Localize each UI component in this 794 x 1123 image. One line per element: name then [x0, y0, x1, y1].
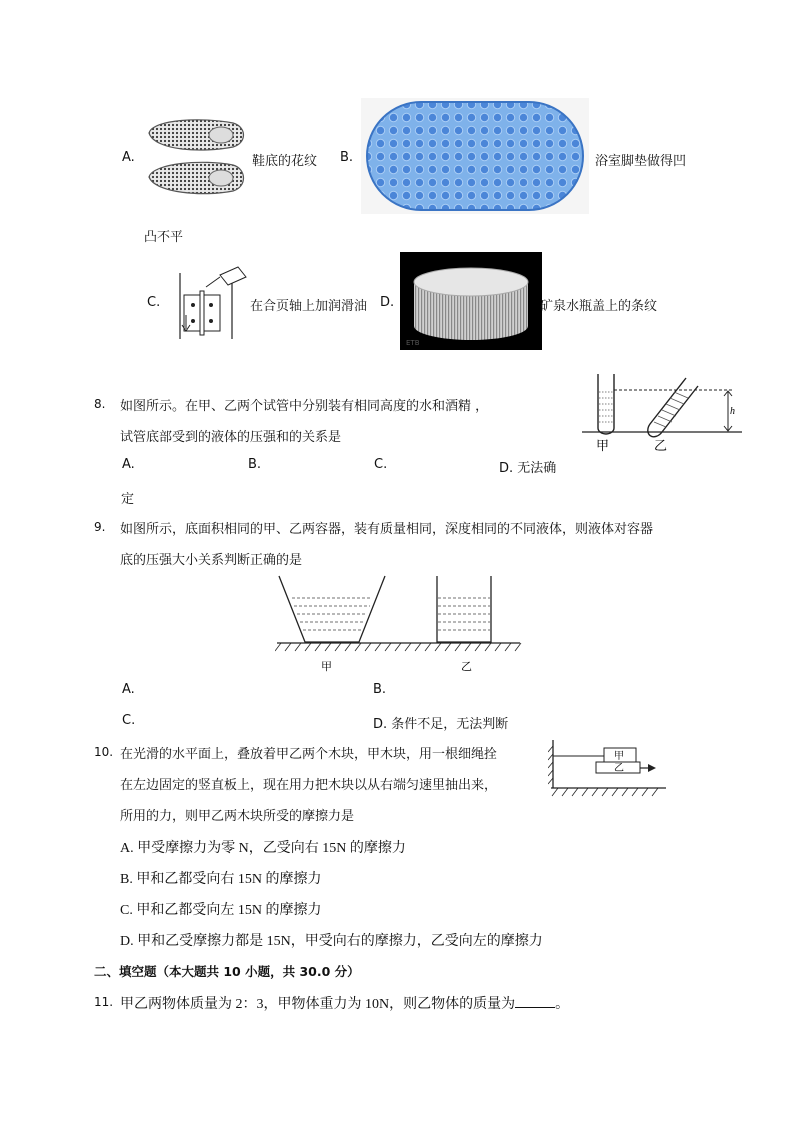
q11-text-after: 。: [555, 997, 570, 1012]
hinge-oil-image: [172, 263, 250, 341]
q11-answer-blank[interactable]: [515, 995, 555, 1008]
q10-stem-line1: 在光滑的水平面上，叠放着甲乙两个木块，甲木块，用一根细绳拴: [120, 747, 498, 762]
shoe-sole-image: [143, 115, 249, 197]
q11-text-before: 甲乙两物体质量为 2：3，甲物体重力为 10N，则乙物体的质量为: [120, 997, 516, 1012]
q9-option-d: D. 条件不足，无法判断: [373, 717, 509, 732]
q11-number: 11.: [94, 995, 114, 1009]
q7-option-d-text: 矿泉水瓶盖上的条纹: [540, 299, 658, 314]
q9-stem-line1: 如图所示，底面积相同的甲、乙两容器，装有质量相同，深度相同的不同液体，则液体对容器: [120, 522, 654, 537]
q10-option-d: D. 甲和乙受摩擦力都是 15N，甲受向右的摩擦力，乙受向左的摩擦力: [120, 934, 543, 949]
block-jia-label: 甲: [614, 751, 624, 762]
q8-option-a: A.: [122, 457, 135, 472]
bath-mat-image: [361, 98, 589, 214]
q11-stem: [120, 993, 569, 1013]
q8-option-b: B.: [248, 457, 262, 472]
q10-number: 10.: [94, 745, 114, 759]
tube-yi-label: 乙: [654, 439, 668, 454]
section-heading: 二、填空题（本大题共 10 小题，共 30.0 分）: [94, 964, 360, 979]
q8-option-c: C.: [374, 457, 388, 472]
q8-stem-line2: 试管底部受到的液体的压强和的关系是: [120, 430, 342, 445]
q10-stem-line2: 在左边固定的竖直板上，现在用力把木块以从右端匀速里抽出来，: [120, 778, 498, 793]
cap-watermark: ETB: [406, 339, 420, 347]
q7-option-b-text: 浴室脚垫做得凹: [595, 154, 687, 169]
q8-option-d-cont: 定: [121, 492, 135, 507]
q9-stem-line2: 底的压强大小关系判断正确的是: [120, 553, 303, 568]
container-yi: [437, 576, 491, 642]
block-yi-label: 乙: [614, 763, 624, 774]
q7-option-a-text: 鞋底的花纹: [252, 154, 318, 169]
container-jia: [279, 576, 385, 642]
q9-option-c: C.: [122, 713, 136, 728]
q7-option-b-letter: B.: [340, 150, 354, 165]
arrow-right-icon: [648, 764, 656, 772]
h-label: h: [730, 406, 735, 417]
q8-stem-line1: 如图所示。在甲、乙两个试管中分别装有相同高度的水和酒精 ，: [120, 399, 489, 414]
q9-option-a: A.: [122, 682, 135, 697]
q7-option-b-text-cont: 凸不平: [144, 230, 184, 245]
bottle-cap-image: [400, 252, 542, 350]
q8-option-d: D. 无法确: [499, 461, 557, 476]
q9-number: 9.: [94, 520, 106, 534]
container-yi-label: 乙: [461, 660, 472, 673]
containers-figure: [275, 570, 525, 676]
q7-option-a-letter: A.: [122, 150, 135, 165]
q7-option-d-letter: D.: [380, 295, 395, 310]
q9-option-b: B.: [373, 682, 387, 697]
q10-stem-line3: 所用的力，则甲乙两木块所受的摩擦力是: [120, 809, 355, 824]
tube-jia-label: 甲: [596, 439, 610, 454]
q8-number: 8.: [94, 397, 106, 411]
blocks-figure: [548, 738, 668, 800]
q10-option-c: C. 甲和乙都受向左 15N 的摩擦力: [120, 903, 322, 918]
test-tube-figure: [582, 370, 742, 456]
q10-option-b: B. 甲和乙都受向右 15N 的摩擦力: [120, 872, 322, 887]
q7-option-c-text: 在合页轴上加润滑油: [250, 299, 368, 314]
q7-option-c-letter: C.: [147, 295, 161, 310]
container-jia-label: 甲: [321, 660, 332, 673]
q10-option-a: A. 甲受摩擦力为零 N，乙受向右 15N 的摩擦力: [120, 841, 406, 856]
